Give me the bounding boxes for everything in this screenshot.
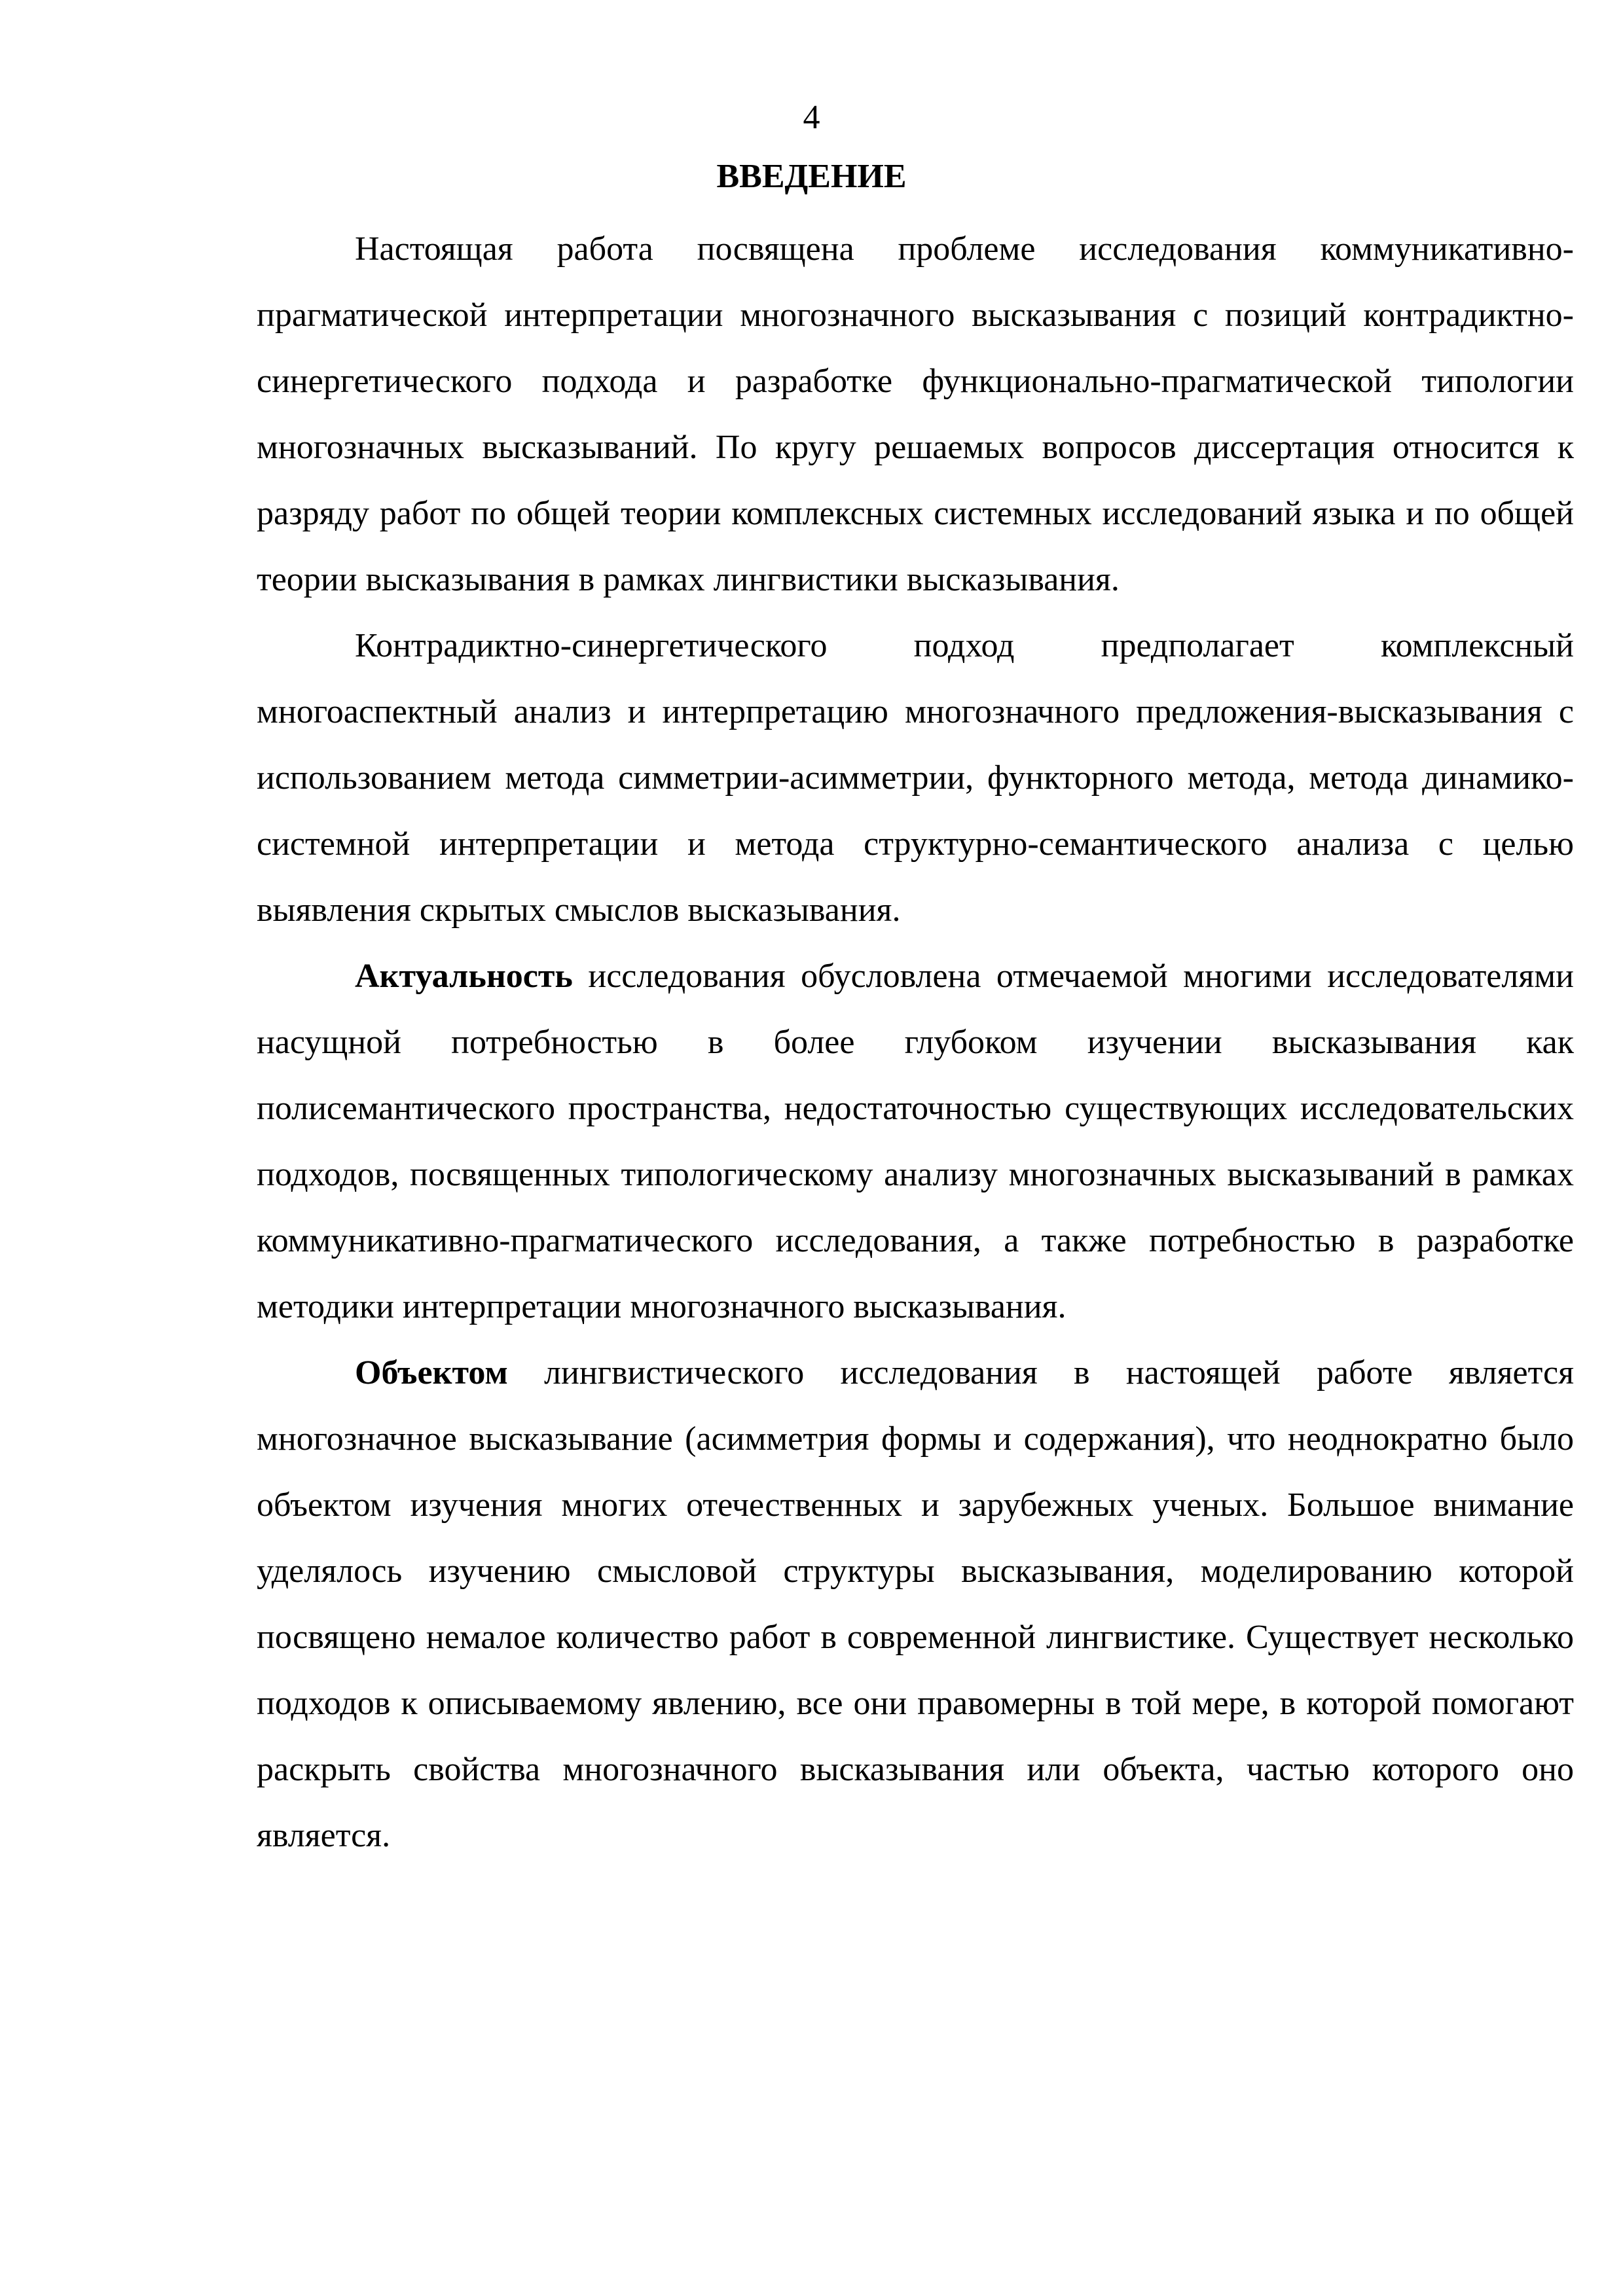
paragraph-object — [257, 1340, 1574, 1869]
paragraph-lead-term: Актуальность — [355, 958, 573, 995]
paragraph-relevance — [257, 943, 1574, 1340]
page-number: 4 — [803, 99, 820, 136]
section-title: ВВЕДЕНИЕ — [716, 158, 907, 195]
paragraph-text: лингвистического исследования в настоящей работе является многозначное высказывание (асимметрия формы и содержания), что неоднократно было объектом изучения многих отечественных и зарубежных ученых. Большое внимание уделялось изучению смысловой структуры высказывания, моделированию которой посвящено немалое количество работ в современной лингвистике. Существует несколько подходов к описываемому явлению, все они правомерны в той мере, в которой помогают раскрыть свойства многозначного высказывания или объекта, частью которого оно является. — [257, 1354, 1574, 1854]
paragraph-lead-term: Объектом — [355, 1354, 508, 1391]
body-text — [257, 216, 1574, 1869]
paragraph-approach — [257, 613, 1574, 943]
paragraph-introduction — [257, 216, 1574, 613]
paragraph-text: Контрадиктно-синергетического подход предполагает комплексный многоаспектный анализ и интерпретацию многозначного предложения-высказывания с использованием метода симметрии-асимметрии, функторного метода, метода динамико-системной интерпретации и метода структурно-семантического анализа с целью выявления скрытых смыслов высказывания. — [257, 627, 1574, 929]
paragraph-text: исследования обусловлена отмечаемой многими исследователями насущной потребностью в более глубоком изучении высказывания как полисемантического пространства, недостаточностью существующих исследовательских подходов, посвященных типологическому анализу многозначных высказываний в рамках коммуникативно-прагматического исследования, а также потребностью в разработке методики интерпретации многозначного высказывания. — [257, 958, 1574, 1325]
paragraph-text: Настоящая работа посвящена проблеме исследования коммуникативно-прагматической интерпретации многозначного высказывания с позиций контрадиктно-синергетического подхода и разработке функционально-прагматической типологии многозначных высказываний. По кругу решаемых вопросов диссертация относится к разряду работ по общей теории комплексных системных исследований языка и по общей теории высказывания в рамках лингвистики высказывания. — [257, 230, 1574, 598]
